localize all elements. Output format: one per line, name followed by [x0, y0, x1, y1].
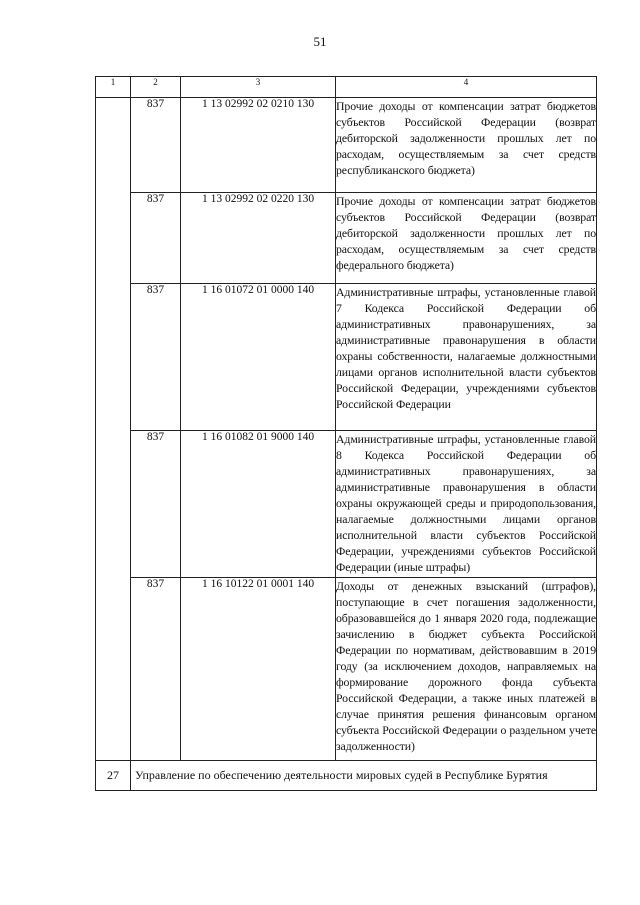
header-col-3: 3 [181, 77, 336, 98]
header-col-2: 2 [131, 77, 181, 98]
admin-code: 837 [131, 193, 181, 284]
table-row [96, 98, 597, 193]
revenue-description: Доходы от денежных взысканий (штрафов), поступающие в счет погашения задолженности, образовавшейся до 1 января 2020 года, подлежащие зачислению в бюджет субъекта Российской Федерации по нормативам, действовавшим в 2019 году (за исключением доходов, направляемых на формирование дорожного фонда субъекта Российской Федерации, а также иных платежей в случае принятия решения финансовым органом субъекта Российской Федерации о раздельном учете задолженности) [336, 578, 597, 761]
header-col-1: 1 [96, 77, 131, 98]
admin-code: 837 [131, 431, 181, 578]
header-col-4: 4 [336, 77, 597, 98]
revenue-code: 1 16 01072 01 0000 140 [181, 284, 336, 431]
section-title: Управление по обеспечению деятельности мировых судей в Республике Бурятия [131, 761, 597, 791]
section-row [96, 761, 597, 791]
admin-code: 837 [131, 98, 181, 193]
revenue-description: Административные штрафы, установленные главой 8 Кодекса Российской Федерации об административных правонарушениях, за административные правонарушения в области охраны окружающей среды и природопользования, налагаемые должностными лицами органов исполнительной власти субъектов Российской Федерации, учреждениями субъектов Российской Федерации (иные штрафы) [336, 431, 597, 578]
page-number: 51 [313, 34, 327, 49]
revenue-code: 1 13 02992 02 0220 130 [181, 193, 336, 284]
revenue-description: Прочие доходы от компенсации затрат бюджетов субъектов Российской Федерации (возврат дебиторской задолженности прошлых лет по расходам, осуществляемым за счет средств федерального бюджета) [336, 193, 597, 284]
revenue-code: 1 13 02992 02 0210 130 [181, 98, 336, 193]
table-row [96, 284, 597, 431]
revenue-table [95, 76, 597, 791]
table-row [96, 578, 597, 761]
section-number: 27 [96, 761, 131, 791]
revenue-description: Административные штрафы, установленные главой 7 Кодекса Российской Федерации об административных правонарушениях, за административные правонарушения в области охраны собственности, налагаемые должностными лицами органов исполнительной власти субъектов Российской Федерации, учреждениями субъектов Российской Федерации [336, 284, 597, 431]
admin-code: 837 [131, 578, 181, 761]
revenue-code: 1 16 01082 01 9000 140 [181, 431, 336, 578]
revenue-code: 1 16 10122 01 0001 140 [181, 578, 336, 761]
revenue-description: Прочие доходы от компенсации затрат бюджетов субъектов Российской Федерации (возврат дебиторской задолженности прошлых лет по расходам, осуществляемым за счет средств республиканского бюджета) [336, 98, 597, 193]
table-header-row [96, 77, 597, 98]
table-row [96, 193, 597, 284]
table-row [96, 431, 597, 578]
empty-number-cell [96, 98, 131, 761]
admin-code: 837 [131, 284, 181, 431]
